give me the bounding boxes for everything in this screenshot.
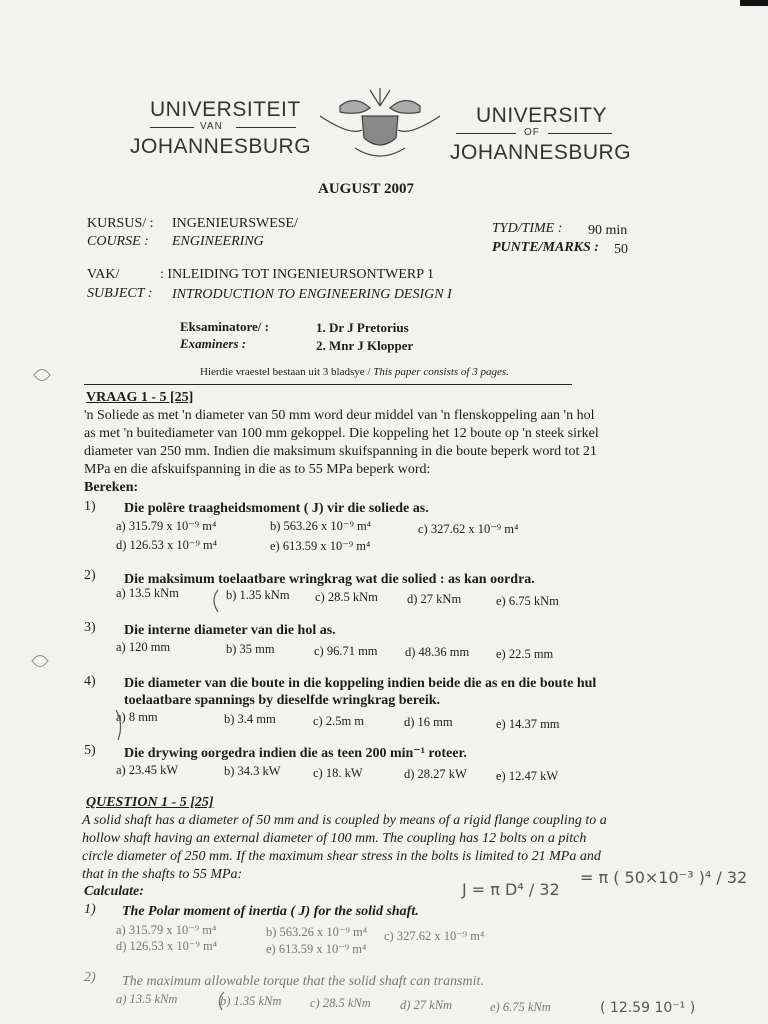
examiners-en-label: Examiners :	[180, 336, 247, 351]
af-q4-text-line1: Die diameter van die boute in die koppeling indien beide die as en die boute hul	[124, 676, 597, 691]
examiner-2: 2. Mnr J Klopper	[316, 338, 414, 353]
af-q3-option-d: d) 48.36 mm	[405, 645, 470, 659]
time-value: 90 min	[588, 223, 628, 238]
pages-note-af: Hierdie vraestel bestaan uit 3 bladsye /	[200, 366, 371, 378]
marks-value: 50	[614, 242, 628, 257]
af-q4-option-d: d) 16 mm	[404, 715, 453, 729]
af-intro-line: diameter van 250 mm. Indien die maksimum skuifspanning in die boute beperk word tot 21	[84, 444, 597, 459]
university-crest-icon	[300, 86, 460, 166]
af-intro-line: as met 'n buitediameter van 100 mm gekoppel. Die koppeling het 12 boute op 'n steek sirkel	[84, 426, 599, 441]
en-q2-option-e: e) 6.75 kNm	[490, 1000, 551, 1014]
logo-left-line1: UNIVERSITEIT	[150, 98, 301, 121]
handwritten-result: = π ( 50×10⁻³ )⁴ / 32	[580, 868, 748, 887]
af-q3-option-a: a) 120 mm	[116, 640, 171, 654]
exam-date: AUGUST 2007	[318, 181, 414, 197]
af-q5-option-b: b) 34.3 kW	[224, 764, 281, 778]
af-q4-option-b: b) 3.4 mm	[224, 712, 276, 726]
en-calc-label: Calculate:	[84, 884, 144, 899]
af-q2-option-b: b) 1.35 kNm	[226, 588, 290, 602]
course-en-value: ENGINEERING	[172, 234, 264, 249]
af-q5-num: 5)	[84, 743, 96, 758]
subject-af-label: VAK/	[87, 267, 120, 282]
scan-corner-mark	[740, 0, 768, 6]
en-intro-line: A solid shaft has a diameter of 50 mm and is coupled by means of a rigid flange coupling to a	[82, 813, 607, 828]
subject-en-value: INTRODUCTION TO ENGINEERING DESIGN I	[172, 287, 452, 302]
af-q4-option-e: e) 14.37 mm	[496, 717, 560, 731]
course-en-label: COURSE :	[87, 234, 149, 249]
en-q1-text: The Polar moment of inertia ( J) for the solid shaft.	[122, 904, 419, 919]
af-intro-line: 'n Soliede as met 'n diameter van 50 mm word deur middel van 'n flenskoppeling aan 'n hol	[84, 408, 595, 423]
af-q2-option-d: d) 27 kNm	[407, 592, 462, 606]
af-q5-option-e: e) 12.47 kW	[496, 769, 559, 783]
course-af-label: KURSUS/ :	[87, 216, 154, 231]
af-q3-num: 3)	[84, 620, 96, 635]
examiners-af-label: Eksaminatore/ :	[180, 319, 269, 334]
af-q4-option-c: c) 2.5m m	[313, 714, 365, 728]
punch-hole-icon	[30, 364, 54, 386]
logo-left-line3: JOHANNESBURG	[130, 135, 312, 158]
en-q2-num: 2)	[84, 970, 96, 985]
handwritten-tick-icon	[112, 708, 126, 744]
af-section-heading: VRAAG 1 - 5 [25]	[86, 390, 194, 405]
af-q1-option-e: e) 613.59 x 10⁻⁹ m⁴	[270, 539, 371, 553]
en-q2-option-d: d) 27 kNm	[400, 998, 453, 1012]
handwritten-tick-icon	[208, 588, 222, 614]
punch-hole-icon	[28, 650, 52, 672]
af-q2-num: 2)	[84, 568, 96, 583]
en-q1-option-d: d) 126.53 x 10⁻⁹ m⁴	[116, 939, 218, 953]
en-q1-option-e: e) 613.59 x 10⁻⁹ m⁴	[266, 942, 367, 956]
af-q5-option-d: d) 28.27 kW	[404, 767, 467, 781]
af-q4-text-line2: toelaatbare spannings by dieselfde wringkrag bereik.	[124, 693, 441, 708]
course-af-value: INGENIEURSWESE/	[172, 216, 298, 231]
af-q1-num: 1)	[84, 499, 96, 514]
af-q3-option-c: c) 96.71 mm	[314, 644, 378, 658]
en-intro-line: circle diameter of 250 mm. If the maximum shear stress in the bolts is limited to 21 MPa and	[82, 849, 601, 864]
af-q4-num: 4)	[84, 674, 96, 689]
logo-left-line2: VAN	[200, 121, 223, 132]
en-q2-option-a: a) 13.5 kNm	[116, 992, 178, 1006]
time-label: TYD/TIME :	[492, 221, 563, 236]
en-q2-text: The maximum allowable torque that the solid shaft can transmit.	[122, 974, 484, 989]
en-section-heading: QUESTION 1 - 5 [25]	[86, 795, 214, 810]
af-q5-text: Die drywing oorgedra indien die as teen 200 min⁻¹ roteer.	[124, 746, 467, 761]
af-q5-option-c: c) 18. kW	[313, 766, 363, 780]
handwritten-tick-icon	[214, 990, 228, 1012]
en-q1-option-b: b) 563.26 x 10⁻⁹ m⁴	[266, 925, 368, 939]
logo-right-line1: UNIVERSITY	[476, 104, 608, 127]
af-q2-option-e: e) 6.75 kNm	[496, 594, 559, 608]
af-q1-option-d: d) 126.53 x 10⁻⁹ m⁴	[116, 538, 218, 552]
pages-note-en: This paper consists of 3 pages.	[373, 366, 509, 378]
en-q2-option-c: c) 28.5 kNm	[310, 996, 371, 1010]
examiner-1: 1. Dr J Pretorius	[316, 320, 409, 335]
af-q2-option-c: c) 28.5 kNm	[315, 590, 378, 604]
subject-en-label: SUBJECT :	[87, 286, 153, 301]
af-q3-text: Die interne diameter van die hol as.	[124, 623, 336, 638]
handwritten-bottom: ( 12.59 10⁻¹ )	[600, 1000, 696, 1016]
af-q3-option-e: e) 22.5 mm	[496, 647, 554, 661]
en-q1-num: 1)	[84, 902, 96, 917]
af-intro-line: MPa en die afskuifspanning in die as to 55 MPa beperk word:	[84, 462, 431, 477]
en-q1-option-a: a) 315.79 x 10⁻⁹ m⁴	[116, 923, 217, 937]
af-q5-option-a: a) 23.45 kW	[116, 763, 179, 777]
af-q2-option-a: a) 13.5 kNm	[116, 586, 179, 600]
af-q1-text: Die polêre traagheidsmoment ( J) vir die soliede as.	[124, 501, 429, 516]
marks-label: PUNTE/MARKS :	[492, 240, 599, 255]
logo-right-line3: JOHANNESBURG	[450, 141, 632, 164]
subject-af-value: : INLEIDING TOT INGENIEURSONTWERP 1	[160, 267, 435, 282]
en-q2-option-b: b) 1.35 kNm	[220, 994, 282, 1008]
af-q3-option-b: b) 35 mm	[226, 642, 275, 656]
af-q1-option-a: a) 315.79 x 10⁻⁹ m⁴	[116, 519, 217, 533]
af-calc-label: Bereken:	[84, 480, 139, 495]
handwritten-formula: J = π D⁴ / 32	[462, 880, 560, 899]
en-q1-option-c: c) 327.62 x 10⁻⁹ m⁴	[384, 929, 485, 943]
en-intro-line: hollow shaft having an external diameter of 100 mm. The coupling has 12 bolts on a pitch	[82, 831, 587, 846]
af-q2-text: Die maksimum toelaatbare wringkrag wat die solied : as kan oordra.	[124, 572, 535, 587]
en-intro-line: that in the shafts to 55 MPa:	[82, 867, 243, 882]
af-q1-option-c: c) 327.62 x 10⁻⁹ m⁴	[418, 522, 519, 536]
logo-right-line2: OF	[524, 127, 540, 138]
pages-note	[200, 366, 509, 378]
af-q1-option-b: b) 563.26 x 10⁻⁹ m⁴	[270, 519, 372, 533]
af-q4-option-a: a) 8 mm	[116, 710, 158, 724]
